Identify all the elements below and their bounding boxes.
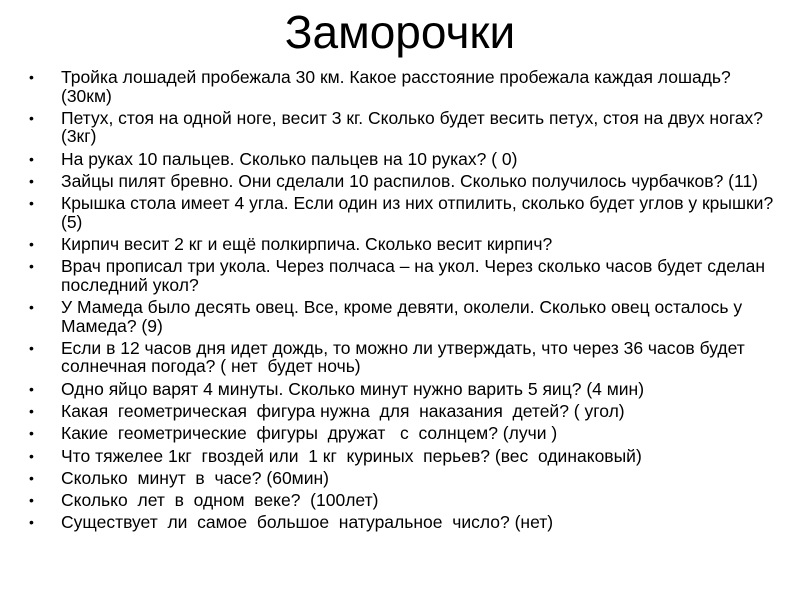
bullet-icon: • — [29, 380, 34, 397]
bullet-icon: • — [29, 299, 34, 316]
riddle-text: Какая геометрическая фигура нужна для наказания детей? ( угол) — [61, 400, 625, 421]
list-item — [0, 109, 800, 146]
riddle-text: Существует ли самое большое натуральное число? (нет) — [61, 512, 554, 533]
bullet-icon: • — [29, 492, 34, 509]
slide-title: Заморочки — [284, 6, 516, 58]
riddle-text: Сколько минут в часе? (60мин) — [61, 467, 329, 488]
bullet-icon: • — [29, 425, 34, 442]
riddle-text: Врач прописал три укола. Через полчаса – на укол. Через сколько часов будет сделан последний укол? — [61, 256, 770, 295]
riddle-text: Крышка стола имеет 4 угла. Если один из них отпилить, сколько будет углов у крышки? (5) — [61, 193, 779, 232]
riddle-text: Какие геометрические фигуры дружат с солнцем? (лучи ) — [61, 423, 558, 444]
list-item — [0, 447, 800, 466]
list-item — [0, 513, 800, 532]
bullet-icon: • — [29, 109, 34, 126]
riddle-text: У Мамеда было десять овец. Все, кроме девяти, околели. Сколько овец осталось у Мамеда? (9) — [61, 297, 748, 336]
list-item — [0, 257, 800, 294]
list-item — [0, 172, 800, 191]
list-item — [0, 194, 800, 231]
riddle-text: Сколько лет в одном веке? (100лет) — [61, 490, 379, 511]
bullet-icon: • — [29, 258, 34, 275]
riddle-text: Если в 12 часов дня идет дождь, то можно ли утверждать, что через 36 часов будет солнечная погода? ( нет будет ночь) — [61, 337, 750, 377]
bullet-icon: • — [29, 195, 34, 212]
riddle-text: Петух, стоя на одной ноге, весит 3 кг. Сколько будет весить петух, стоя на двух ногах? (3кг) — [61, 107, 768, 147]
bullet-icon: • — [29, 514, 34, 531]
list-item — [0, 298, 800, 335]
bullet-icon: • — [29, 447, 34, 464]
bullet-icon: • — [29, 172, 34, 189]
list-item — [0, 424, 800, 443]
riddle-text: Тройка лошадей пробежала 30 км. Какое расстояние пробежала каждая лошадь? (30км) — [61, 67, 736, 106]
riddle-text: На руках 10 пальцев. Сколько пальцев на 10 руках? ( 0) — [61, 148, 518, 169]
list-item — [0, 380, 800, 399]
bullet-icon: • — [29, 235, 34, 252]
bullet-icon: • — [29, 402, 34, 419]
riddle-text: Зайцы пилят бревно. Они сделали 10 распилов. Сколько получилось чурбачков? (11) — [61, 170, 758, 191]
list-item — [0, 235, 800, 254]
list-item — [0, 402, 800, 421]
bullet-icon: • — [29, 69, 34, 85]
riddle-text: Что тяжелее 1кг гвоздей или 1 кг куриных перьев? (вес одинаковый) — [61, 445, 642, 466]
bullet-icon: • — [29, 339, 34, 356]
list-item — [0, 150, 800, 169]
list-item — [0, 469, 800, 488]
riddle-text: Одно яйцо варят 4 минуты. Сколько минут нужно варить 5 яиц? (4 мин) — [61, 378, 645, 399]
bullet-icon: • — [29, 469, 34, 486]
bullet-icon: • — [29, 150, 34, 167]
list-item — [0, 491, 800, 510]
riddle-list — [0, 68, 800, 536]
list-item — [0, 68, 800, 105]
list-item — [0, 339, 800, 376]
riddle-text: Кирпич весит 2 кг и ещё полкирпича. Сколько весит кирпич? — [61, 233, 553, 254]
